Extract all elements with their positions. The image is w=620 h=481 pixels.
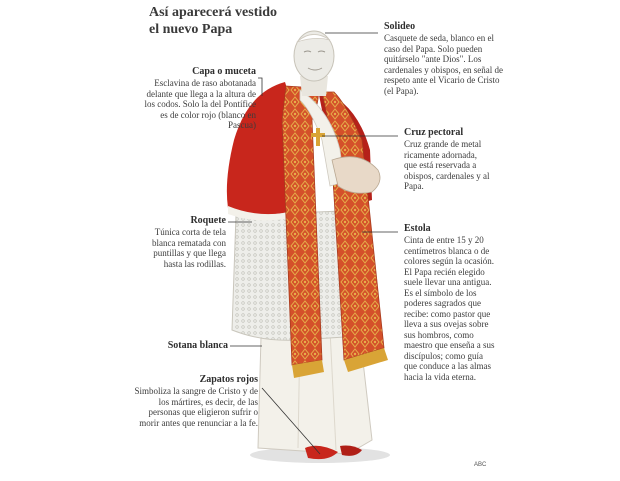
label-estola-text: Cinta de entre 15 y 20 centímetros blanca o de colores según la ocasión. El Papa recién elegido suele llevar una antigua. Es el símbolo de los poderes sagrados que recibe: como pastor que lleva a sus ovejas sobre sus hombros, como maestro que enseña a sus discípulos; como guía que conduce a las almas hacia la vida eterna. [404, 235, 495, 382]
label-cruz-text: Cruz grande de metal ricamente adornada, que está reservada a obispos, cardenales y al Papa. [404, 139, 490, 191]
label-zapatos-heading: Zapatos rojos [199, 374, 258, 385]
label-capa-heading: Capa o muceta [192, 66, 256, 77]
label-solideo [384, 20, 504, 96]
label-sotana-heading: Sotana blanca [167, 340, 228, 351]
leader-capa [258, 78, 262, 96]
label-solideo-text: Casquete de seda, blanco en el caso del Papa. Solo pueden quitárselo "ante Dios". Los cardenales y obispos, en señal de respeto ante el Vicario de Cristo (el Papa). [384, 33, 503, 96]
label-cruz-heading: Cruz pectoral [404, 127, 464, 138]
label-solideo-heading: Solideo [384, 21, 416, 32]
label-capa [140, 65, 256, 131]
label-cruz [404, 126, 490, 192]
label-zapatos [134, 373, 258, 428]
label-zapatos-text: Simboliza la sangre de Cristo y de los mártires, es decir, de las personas que eligieron sufrir o morir antes que renunciar a la fe. [134, 386, 258, 428]
label-roquete-heading: Roquete [190, 215, 226, 226]
label-roquete-text: Túnica corta de tela blanca rematada con puntillas y que llega hasta las rodillas. [152, 227, 226, 269]
label-estola-heading: Estola [404, 223, 431, 234]
label-sotana [140, 339, 228, 352]
label-capa-text: Esclavina de raso abotanada delante que llega a la altura de los codos. Solo la del Pontífice es de color rojo (blanco en Pascua) [144, 78, 256, 130]
label-roquete [146, 214, 226, 269]
source-credit: ABC [474, 462, 487, 468]
title-text: Así aparecerá vestido el nuevo Papa [149, 5, 278, 37]
label-estola [404, 222, 496, 382]
